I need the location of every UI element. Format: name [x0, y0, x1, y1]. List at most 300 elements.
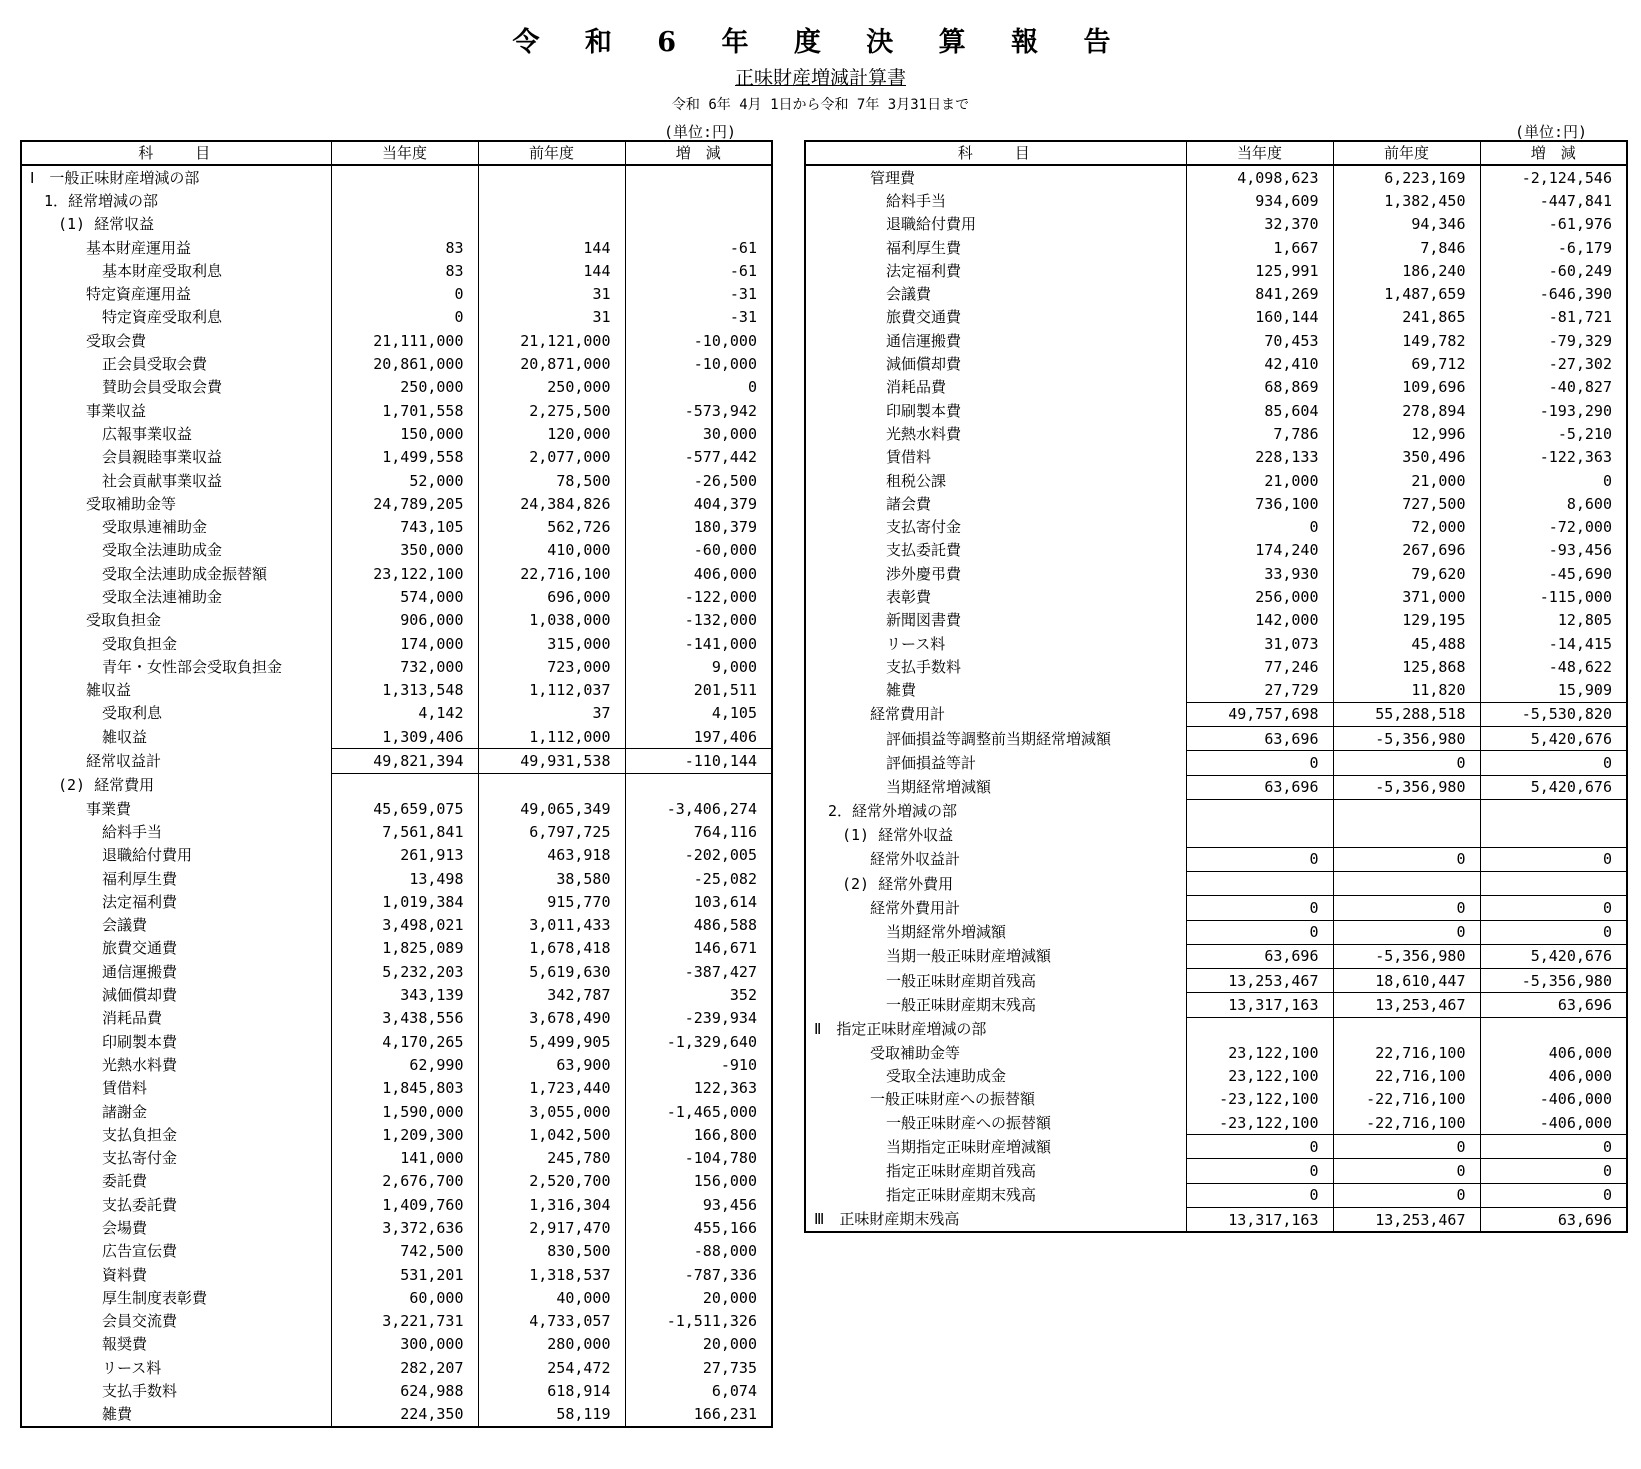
row-change: -447,841 — [1480, 189, 1627, 212]
row-previous: 94,346 — [1333, 213, 1480, 236]
row-change: -40,827 — [1480, 376, 1627, 399]
table-row — [21, 960, 772, 983]
row-subject: 事業収益 — [21, 399, 331, 422]
row-previous: 31 — [478, 282, 625, 305]
row-current: 20,861,000 — [331, 352, 478, 375]
row-change: 0 — [1480, 920, 1627, 944]
statement-body-left — [21, 165, 772, 1427]
row-current: 7,786 — [1186, 422, 1333, 445]
table-row — [21, 492, 772, 515]
row-current: 1,701,558 — [331, 399, 478, 422]
row-current: 31,073 — [1186, 632, 1333, 655]
row-subject: (1) 経常収益 — [21, 213, 331, 236]
row-previous: 144 — [478, 236, 625, 259]
row-subject: 支払負担金 — [21, 1123, 331, 1146]
row-previous: -22,716,100 — [1333, 1111, 1480, 1135]
row-change: -10,000 — [625, 352, 772, 375]
row-change — [1480, 800, 1627, 824]
row-change: 197,406 — [625, 725, 772, 749]
table-row — [21, 890, 772, 913]
row-change: -45,690 — [1480, 562, 1627, 585]
table-row — [805, 189, 1627, 212]
table-row — [21, 1356, 772, 1379]
table-row — [21, 1193, 772, 1216]
row-subject: 消耗品費 — [805, 376, 1186, 399]
table-row — [805, 702, 1627, 726]
row-previous: 79,620 — [1333, 562, 1480, 585]
row-current: 23,122,100 — [1186, 1064, 1333, 1087]
row-subject: 基本財産運用益 — [21, 236, 331, 259]
row-current: 3,372,636 — [331, 1216, 478, 1239]
row-previous — [1333, 871, 1480, 895]
row-current: 736,100 — [1186, 492, 1333, 515]
row-previous: 129,195 — [1333, 609, 1480, 632]
row-change: -122,000 — [625, 585, 772, 608]
row-change: 0 — [1480, 469, 1627, 492]
row-change: 27,735 — [625, 1356, 772, 1379]
row-current: 42,410 — [1186, 352, 1333, 375]
statement-subtitle — [0, 63, 1641, 90]
row-current: 49,757,698 — [1186, 702, 1333, 726]
row-subject: (2) 経常費用 — [21, 773, 331, 797]
row-subject: 受取負担金 — [21, 632, 331, 655]
row-change: -10,000 — [625, 329, 772, 352]
row-current: 13,317,163 — [1186, 1208, 1333, 1233]
row-current: 1,309,406 — [331, 725, 478, 749]
row-current: 13,498 — [331, 867, 478, 890]
row-current — [1186, 871, 1333, 895]
row-previous — [478, 189, 625, 212]
table-row — [805, 871, 1627, 895]
row-current: 174,000 — [331, 632, 478, 655]
row-previous: 371,000 — [1333, 585, 1480, 608]
row-current: 49,821,394 — [331, 749, 478, 773]
row-previous: 410,000 — [478, 539, 625, 562]
column-header-change: 増 減 — [1480, 141, 1627, 165]
row-subject: 給料手当 — [805, 189, 1186, 212]
row-change: -104,780 — [625, 1146, 772, 1169]
row-current: 13,253,467 — [1186, 969, 1333, 993]
row-previous — [478, 773, 625, 797]
row-previous: 2,275,500 — [478, 399, 625, 422]
row-change: -31 — [625, 282, 772, 305]
table-row — [21, 1216, 772, 1239]
row-change: 122,363 — [625, 1077, 772, 1100]
row-subject: リース料 — [21, 1356, 331, 1379]
table-row — [805, 446, 1627, 469]
row-change: 6,074 — [625, 1379, 772, 1402]
table-row — [21, 1263, 772, 1286]
row-subject: 福利厚生費 — [805, 236, 1186, 259]
table-row — [21, 306, 772, 329]
row-current: -23,122,100 — [1186, 1111, 1333, 1135]
row-subject: 会員親睦事業収益 — [21, 446, 331, 469]
row-previous: 21,121,000 — [478, 329, 625, 352]
row-current: 1,019,384 — [331, 890, 478, 913]
row-current: 63,696 — [1186, 727, 1333, 751]
table-row — [805, 165, 1627, 189]
row-previous: 1,038,000 — [478, 609, 625, 632]
row-previous: 3,678,490 — [478, 1007, 625, 1030]
table-row — [805, 515, 1627, 538]
row-subject: 経常外費用計 — [805, 896, 1186, 920]
row-change: -6,179 — [1480, 236, 1627, 259]
row-change: -31 — [625, 306, 772, 329]
row-change — [625, 165, 772, 189]
row-subject: 報奨費 — [21, 1333, 331, 1356]
row-subject: Ⅰ 一般正味財産増減の部 — [21, 165, 331, 189]
table-row — [805, 632, 1627, 655]
row-subject: 渉外慶弔費 — [805, 562, 1186, 585]
row-previous: 1,318,537 — [478, 1263, 625, 1286]
row-previous — [1333, 1017, 1480, 1041]
table-row — [805, 376, 1627, 399]
row-current: 83 — [331, 259, 478, 282]
row-previous: 0 — [1333, 920, 1480, 944]
row-change: -122,363 — [1480, 446, 1627, 469]
row-subject: 評価損益等調整前当期経常増減額 — [805, 727, 1186, 751]
row-current: 7,561,841 — [331, 820, 478, 843]
table-row — [21, 867, 772, 890]
row-current — [331, 773, 478, 797]
table-row — [21, 1053, 772, 1076]
row-change: -93,456 — [1480, 539, 1627, 562]
table-row — [805, 236, 1627, 259]
table-row — [21, 1007, 772, 1030]
fiscal-period: 令和 6年 4月 1日から令和 7年 3月31日まで — [671, 97, 970, 113]
column-header-previous: 前年度 — [478, 141, 625, 165]
row-subject: リース料 — [805, 632, 1186, 655]
row-current: 250,000 — [331, 376, 478, 399]
row-change: 0 — [1480, 896, 1627, 920]
row-previous: 830,500 — [478, 1240, 625, 1263]
row-subject: 受取全法連助成金 — [805, 1064, 1186, 1087]
row-current — [1186, 823, 1333, 847]
row-previous: 0 — [1333, 1159, 1480, 1183]
row-subject: 受取会費 — [21, 329, 331, 352]
table-row — [21, 562, 772, 585]
table-row — [21, 914, 772, 937]
row-current: 841,269 — [1186, 282, 1333, 305]
table-row — [805, 823, 1627, 847]
statement-subtitle-text: 正味財産増減計算書 — [734, 67, 906, 89]
table-row — [21, 702, 772, 725]
table-row — [805, 1017, 1627, 1041]
row-change: 180,379 — [625, 515, 772, 538]
table-row — [21, 1077, 772, 1100]
row-change: 404,379 — [625, 492, 772, 515]
table-row — [21, 1146, 772, 1169]
row-change: -25,082 — [625, 867, 772, 890]
row-change: -387,427 — [625, 960, 772, 983]
row-previous: 2,077,000 — [478, 446, 625, 469]
row-previous: 72,000 — [1333, 515, 1480, 538]
table-row — [21, 165, 772, 189]
row-subject: 雑収益 — [21, 679, 331, 702]
row-change: 8,600 — [1480, 492, 1627, 515]
row-previous: 315,000 — [478, 632, 625, 655]
row-previous: 5,619,630 — [478, 960, 625, 983]
table-row — [805, 609, 1627, 632]
row-previous: 22,716,100 — [1333, 1041, 1480, 1064]
row-change: -1,511,326 — [625, 1310, 772, 1333]
row-subject: 社会貢献事業収益 — [21, 469, 331, 492]
table-row — [21, 1310, 772, 1333]
row-previous: 723,000 — [478, 655, 625, 678]
row-previous: 342,787 — [478, 983, 625, 1006]
row-current: 1,209,300 — [331, 1123, 478, 1146]
table-row — [21, 797, 772, 820]
table-row — [21, 820, 772, 843]
row-change: -27,302 — [1480, 352, 1627, 375]
row-subject: 賛助会員受取会費 — [21, 376, 331, 399]
row-previous: 0 — [1333, 896, 1480, 920]
row-subject: 厚生制度表彰費 — [21, 1286, 331, 1309]
column-header-change: 増 減 — [625, 141, 772, 165]
row-previous: 250,000 — [478, 376, 625, 399]
row-change — [625, 189, 772, 212]
row-subject: 会員交流費 — [21, 1310, 331, 1333]
row-subject: 一般正味財産期末残高 — [805, 993, 1186, 1017]
row-previous: 13,253,467 — [1333, 1208, 1480, 1233]
row-subject: 当期経常外増減額 — [805, 920, 1186, 944]
row-change: 63,696 — [1480, 1208, 1627, 1233]
row-previous: 727,500 — [1333, 492, 1480, 515]
table-row — [805, 920, 1627, 944]
row-change: -61 — [625, 259, 772, 282]
row-current: 13,317,163 — [1186, 993, 1333, 1017]
row-current: 21,000 — [1186, 469, 1333, 492]
row-subject: 指定正味財産期首残高 — [805, 1159, 1186, 1183]
table-row — [805, 1135, 1627, 1159]
row-current: 256,000 — [1186, 585, 1333, 608]
table-row — [805, 727, 1627, 751]
row-subject: 会場費 — [21, 1216, 331, 1239]
row-previous: 22,716,100 — [478, 562, 625, 585]
row-previous: 1,487,659 — [1333, 282, 1480, 305]
row-previous — [1333, 800, 1480, 824]
row-previous: 63,900 — [478, 1053, 625, 1076]
row-previous: 6,223,169 — [1333, 165, 1480, 189]
table-row — [21, 1403, 772, 1427]
row-current: 282,207 — [331, 1356, 478, 1379]
table-row — [21, 376, 772, 399]
row-subject: 一般正味財産への振替額 — [805, 1088, 1186, 1111]
row-subject: 正会員受取会費 — [21, 352, 331, 375]
row-subject: 広告宣伝費 — [21, 1240, 331, 1263]
row-subject: 2．経常外増減の部 — [805, 800, 1186, 824]
table-row — [21, 1100, 772, 1123]
row-subject: 雑費 — [21, 1403, 331, 1427]
row-change: 5,420,676 — [1480, 775, 1627, 799]
row-current: 32,370 — [1186, 213, 1333, 236]
row-current: 160,144 — [1186, 306, 1333, 329]
row-previous: 5,499,905 — [478, 1030, 625, 1053]
row-previous: 245,780 — [478, 1146, 625, 1169]
row-current: 24,789,205 — [331, 492, 478, 515]
row-subject: 受取県連補助金 — [21, 515, 331, 538]
table-row — [21, 983, 772, 1006]
row-current: 224,350 — [331, 1403, 478, 1427]
row-previous: -5,356,980 — [1333, 727, 1480, 751]
row-current: 0 — [1186, 847, 1333, 871]
table-row — [805, 1183, 1627, 1207]
row-current: 261,913 — [331, 844, 478, 867]
row-change: -60,249 — [1480, 259, 1627, 282]
row-subject: 福利厚生費 — [21, 867, 331, 890]
row-current: 0 — [1186, 515, 1333, 538]
row-subject: 青年・女性部会受取負担金 — [21, 655, 331, 678]
row-previous: 11,820 — [1333, 679, 1480, 703]
row-change: -115,000 — [1480, 585, 1627, 608]
row-current: 4,170,265 — [331, 1030, 478, 1053]
row-change: -61 — [625, 236, 772, 259]
table-row — [21, 236, 772, 259]
row-subject: 受取全法連助成金振替額 — [21, 562, 331, 585]
row-subject: Ⅲ 正味財産期末残高 — [805, 1208, 1186, 1233]
row-subject: 管理費 — [805, 165, 1186, 189]
row-subject: 光熱水料費 — [805, 422, 1186, 445]
row-subject: 印刷製本費 — [805, 399, 1186, 422]
report-title: 令 和 6 年 度 決 算 報 告 — [512, 27, 1129, 58]
table-row — [21, 1333, 772, 1356]
row-previous: 24,384,826 — [478, 492, 625, 515]
row-change: -577,442 — [625, 446, 772, 469]
table-header-row — [805, 141, 1627, 165]
table-row — [21, 422, 772, 445]
row-change: -110,144 — [625, 749, 772, 773]
row-current: 0 — [1186, 896, 1333, 920]
row-subject: 支払寄付金 — [805, 515, 1186, 538]
row-previous: 78,500 — [478, 469, 625, 492]
row-change: -406,000 — [1480, 1111, 1627, 1135]
row-subject: 支払寄付金 — [21, 1146, 331, 1169]
table-row — [21, 539, 772, 562]
row-change: -141,000 — [625, 632, 772, 655]
table-row — [21, 773, 772, 797]
table-row — [21, 446, 772, 469]
row-previous: 49,065,349 — [478, 797, 625, 820]
row-change: 764,116 — [625, 820, 772, 843]
row-current: 0 — [1186, 920, 1333, 944]
row-change: 4,105 — [625, 702, 772, 725]
table-header-row — [21, 141, 772, 165]
row-previous: 144 — [478, 259, 625, 282]
row-current: 5,232,203 — [331, 960, 478, 983]
row-subject: 特定資産運用益 — [21, 282, 331, 305]
row-previous — [478, 165, 625, 189]
row-previous: 186,240 — [1333, 259, 1480, 282]
table-row — [805, 422, 1627, 445]
table-row — [805, 969, 1627, 993]
table-row — [21, 1379, 772, 1402]
table-row — [21, 632, 772, 655]
row-previous: 278,894 — [1333, 399, 1480, 422]
row-previous: 55,288,518 — [1333, 702, 1480, 726]
table-row — [21, 213, 772, 236]
row-current: 141,000 — [331, 1146, 478, 1169]
table-row — [805, 539, 1627, 562]
row-change: 0 — [1480, 751, 1627, 775]
row-subject: (1) 経常外収益 — [805, 823, 1186, 847]
row-previous: 0 — [1333, 1135, 1480, 1159]
row-current — [331, 189, 478, 212]
row-subject: 旅費交通費 — [21, 937, 331, 960]
row-subject: 受取補助金等 — [21, 492, 331, 515]
row-previous: 13,253,467 — [1333, 993, 1480, 1017]
row-subject: 資料費 — [21, 1263, 331, 1286]
row-current: 125,991 — [1186, 259, 1333, 282]
table-row — [805, 1159, 1627, 1183]
table-row — [21, 655, 772, 678]
row-change: 0 — [1480, 1159, 1627, 1183]
row-change: 0 — [1480, 1135, 1627, 1159]
row-subject: 評価損益等計 — [805, 751, 1186, 775]
table-row — [805, 352, 1627, 375]
table-row — [805, 751, 1627, 775]
row-current: 0 — [331, 306, 478, 329]
table-row — [805, 1208, 1627, 1233]
table-row — [805, 993, 1627, 1017]
row-previous: 45,488 — [1333, 632, 1480, 655]
row-subject: 表彰費 — [805, 585, 1186, 608]
row-previous: 241,865 — [1333, 306, 1480, 329]
row-previous: 120,000 — [478, 422, 625, 445]
row-previous: 915,770 — [478, 890, 625, 913]
row-previous: 267,696 — [1333, 539, 1480, 562]
row-current: 45,659,075 — [331, 797, 478, 820]
row-previous: -5,356,980 — [1333, 775, 1480, 799]
row-current: 1,845,803 — [331, 1077, 478, 1100]
row-previous: 37 — [478, 702, 625, 725]
row-previous: 280,000 — [478, 1333, 625, 1356]
row-change: 146,671 — [625, 937, 772, 960]
row-previous: 1,382,450 — [1333, 189, 1480, 212]
row-subject: 基本財産受取利息 — [21, 259, 331, 282]
row-previous: 0 — [1333, 751, 1480, 775]
row-previous: 21,000 — [1333, 469, 1480, 492]
row-previous: 109,696 — [1333, 376, 1480, 399]
statement-table-right — [804, 140, 1628, 1233]
row-change: -787,336 — [625, 1263, 772, 1286]
row-subject: 旅費交通費 — [805, 306, 1186, 329]
table-row — [21, 399, 772, 422]
table-row — [805, 282, 1627, 305]
table-row — [805, 944, 1627, 968]
table-row — [805, 1064, 1627, 1087]
table-row — [805, 679, 1627, 703]
row-subject: 会議費 — [21, 914, 331, 937]
row-current: 60,000 — [331, 1286, 478, 1309]
row-subject: 受取補助金等 — [805, 1041, 1186, 1064]
row-change: 103,614 — [625, 890, 772, 913]
table-row — [21, 725, 772, 749]
row-previous: 69,712 — [1333, 352, 1480, 375]
row-previous: 1,316,304 — [478, 1193, 625, 1216]
row-subject: 諸会費 — [805, 492, 1186, 515]
table-row — [21, 515, 772, 538]
row-current: 27,729 — [1186, 679, 1333, 703]
row-change: -61,976 — [1480, 213, 1627, 236]
table-row — [805, 775, 1627, 799]
row-subject: 受取利息 — [21, 702, 331, 725]
table-row — [805, 1111, 1627, 1135]
row-current: 77,246 — [1186, 655, 1333, 678]
row-subject: 当期一般正味財産増減額 — [805, 944, 1186, 968]
row-current — [1186, 800, 1333, 824]
row-previous: 696,000 — [478, 585, 625, 608]
row-previous: 7,846 — [1333, 236, 1480, 259]
